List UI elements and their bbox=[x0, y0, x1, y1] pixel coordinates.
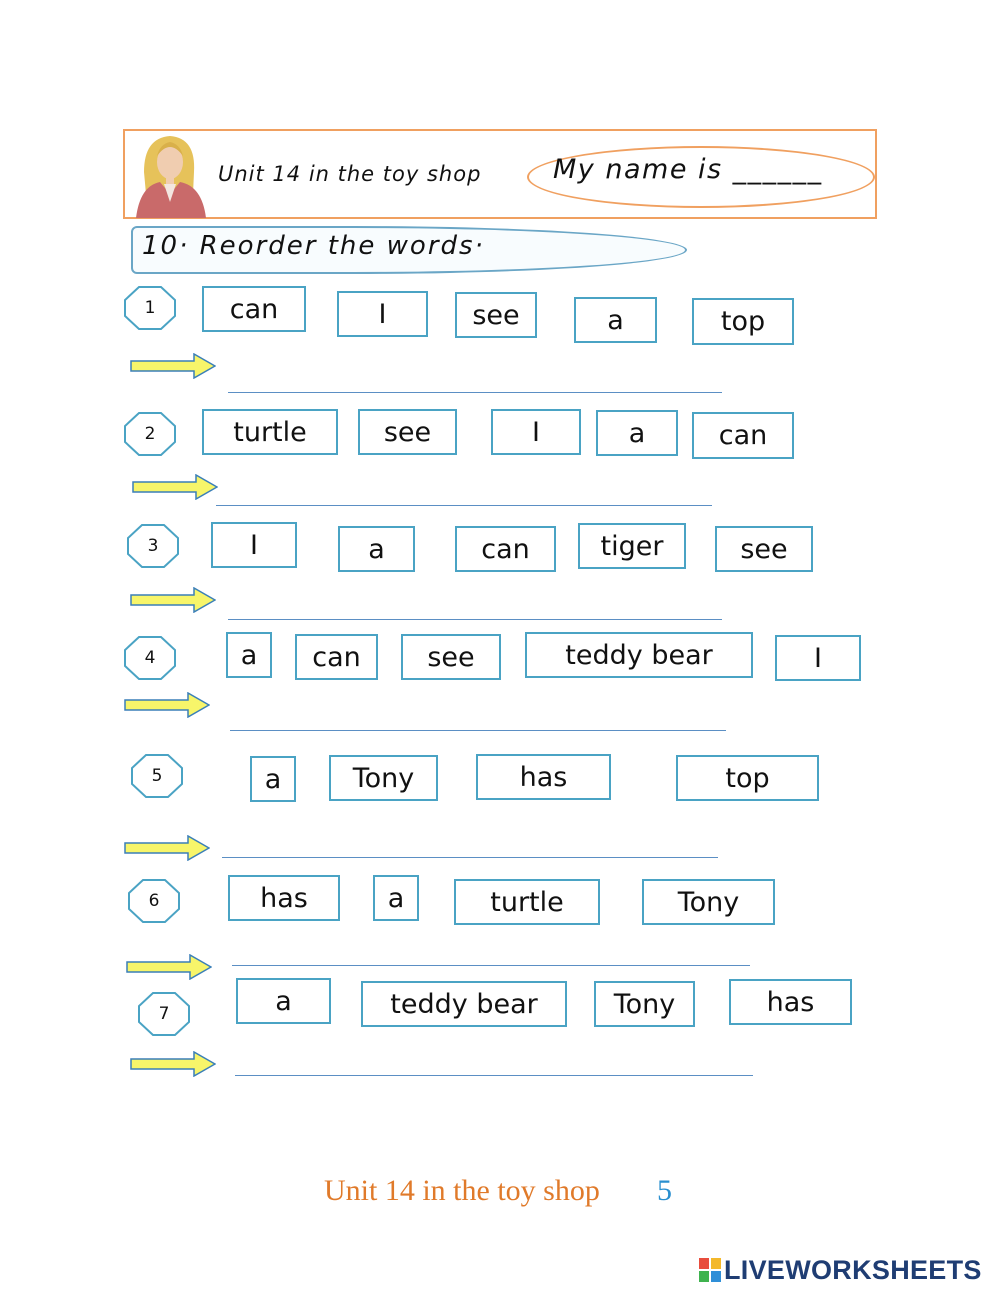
exercise-number-badge bbox=[128, 879, 180, 923]
word-tile[interactable]: Tony bbox=[594, 981, 695, 1027]
word-tile[interactable]: a bbox=[373, 875, 419, 921]
arrow-right-icon bbox=[124, 692, 210, 718]
word-tile[interactable]: I bbox=[337, 291, 428, 337]
answer-line[interactable] bbox=[222, 857, 718, 858]
answer-line[interactable] bbox=[216, 505, 712, 506]
answer-line[interactable] bbox=[228, 619, 722, 620]
word-tile[interactable]: I bbox=[775, 635, 861, 681]
word-tile[interactable]: I bbox=[491, 409, 581, 455]
exercise-number-badge bbox=[138, 992, 190, 1036]
word-tile[interactable]: see bbox=[715, 526, 813, 572]
word-tile[interactable]: has bbox=[729, 979, 852, 1025]
arrow-right-icon bbox=[130, 1051, 216, 1077]
brand-name: LIVEWORKSHEETS bbox=[724, 1254, 982, 1285]
word-tile[interactable]: has bbox=[228, 875, 340, 921]
word-tile[interactable]: can bbox=[692, 412, 794, 459]
exercise-number: 5 bbox=[151, 766, 163, 786]
exercise-number: 6 bbox=[148, 891, 160, 911]
answer-line[interactable] bbox=[228, 392, 722, 393]
word-tile[interactable]: top bbox=[692, 298, 794, 345]
word-tile[interactable]: I bbox=[211, 522, 297, 568]
arrow-right-icon bbox=[124, 835, 210, 861]
liveworksheets-logo bbox=[698, 1255, 982, 1285]
arrow-right-icon bbox=[132, 474, 218, 500]
arrow-right-icon bbox=[130, 353, 216, 379]
name-label: My name is ______ bbox=[553, 154, 823, 185]
word-tile[interactable]: see bbox=[455, 292, 537, 338]
exercise-number-badge bbox=[124, 286, 176, 330]
word-tile[interactable]: can bbox=[295, 634, 378, 680]
arrow-right-icon bbox=[126, 954, 212, 980]
answer-line[interactable] bbox=[235, 1075, 753, 1076]
word-tile[interactable]: turtle bbox=[454, 879, 600, 925]
word-tile[interactable]: turtle bbox=[202, 409, 338, 455]
exercise-number: 2 bbox=[144, 424, 156, 444]
instruction-text: 10· Reorder the words· bbox=[142, 231, 485, 261]
word-tile[interactable]: teddy bear bbox=[361, 981, 567, 1027]
word-tile[interactable]: a bbox=[596, 410, 678, 456]
exercise-number-badge bbox=[124, 636, 176, 680]
word-tile[interactable]: a bbox=[250, 756, 296, 802]
footer-title: Unit 14 in the toy shop bbox=[324, 1174, 600, 1207]
word-tile[interactable]: Tony bbox=[329, 755, 438, 801]
liveworksheets-cube-icon bbox=[698, 1257, 722, 1283]
arrow-right-icon bbox=[130, 587, 216, 613]
exercise-number-badge bbox=[124, 412, 176, 456]
word-tile[interactable]: a bbox=[338, 526, 415, 572]
word-tile[interactable]: a bbox=[236, 978, 331, 1024]
word-tile[interactable]: has bbox=[476, 754, 611, 800]
teacher-avatar-image bbox=[130, 132, 212, 218]
answer-line[interactable] bbox=[230, 730, 726, 731]
word-tile[interactable]: Tony bbox=[642, 879, 775, 925]
exercise-number: 7 bbox=[158, 1004, 170, 1024]
word-tile[interactable]: can bbox=[455, 526, 556, 572]
word-tile[interactable]: a bbox=[226, 632, 272, 678]
word-tile[interactable]: a bbox=[574, 297, 657, 343]
exercise-number: 1 bbox=[144, 298, 156, 318]
answer-line[interactable] bbox=[232, 965, 750, 966]
exercise-number-badge bbox=[131, 754, 183, 798]
word-tile[interactable]: can bbox=[202, 286, 306, 332]
unit-title: Unit 14 in the toy shop bbox=[218, 162, 482, 186]
exercise-number-badge bbox=[127, 524, 179, 568]
word-tile[interactable]: see bbox=[401, 634, 501, 680]
word-tile[interactable]: top bbox=[676, 755, 819, 801]
exercise-number: 4 bbox=[144, 648, 156, 668]
word-tile[interactable]: tiger bbox=[578, 523, 686, 569]
word-tile[interactable]: teddy bear bbox=[525, 632, 753, 678]
exercise-number: 3 bbox=[147, 536, 159, 556]
word-tile[interactable]: see bbox=[358, 409, 457, 455]
page-number: 5 bbox=[657, 1174, 672, 1207]
